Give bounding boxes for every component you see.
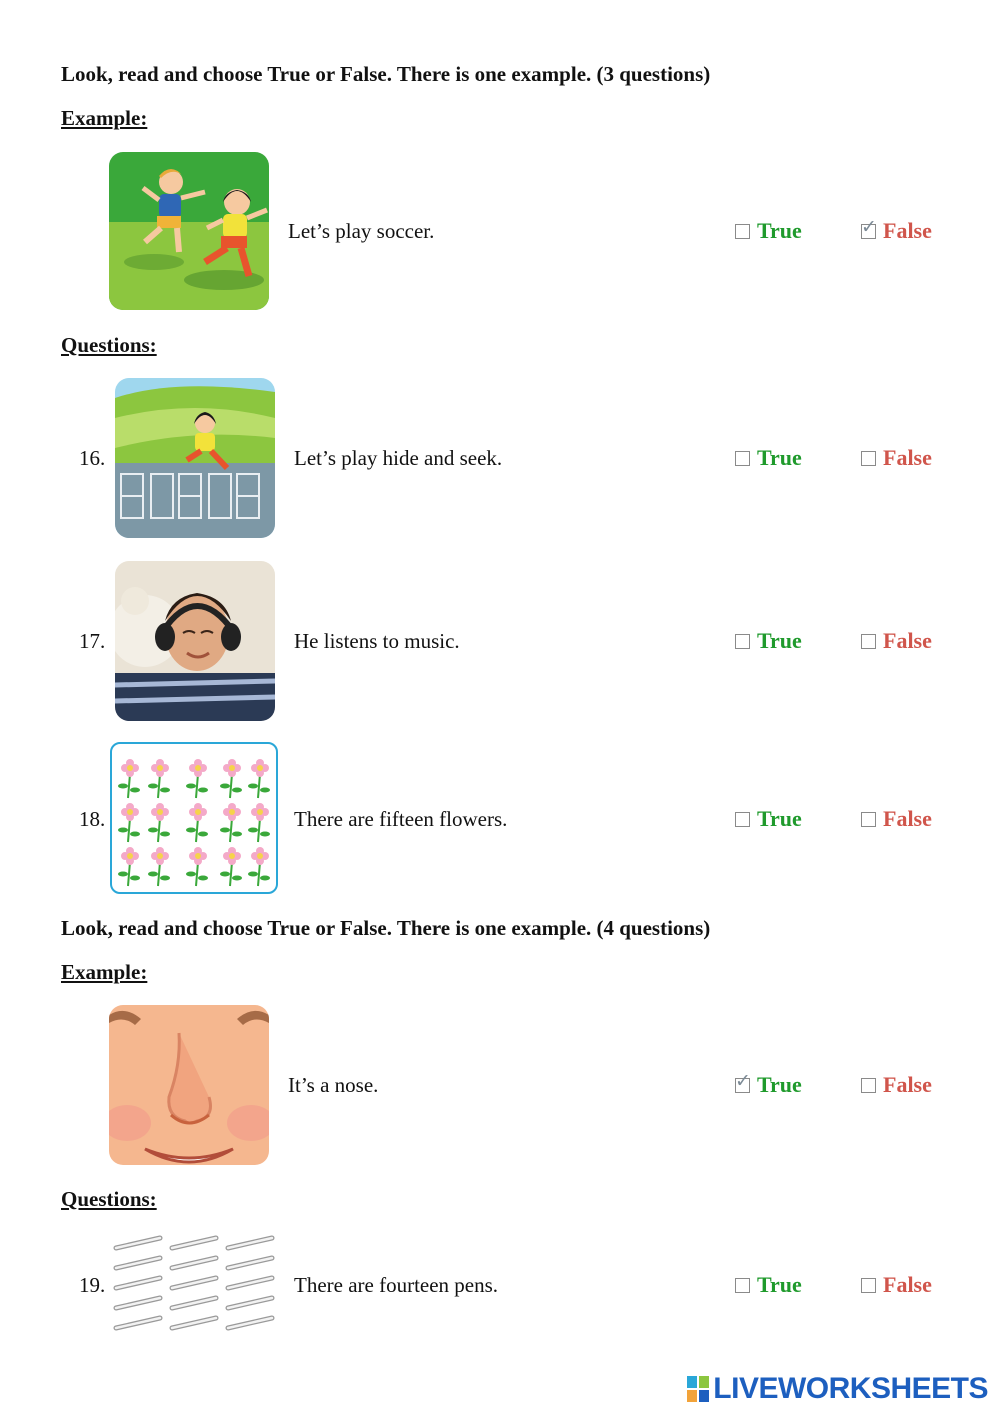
- nose-image: [109, 1005, 269, 1165]
- logo-icon: [687, 1376, 709, 1402]
- flower-icon: [248, 803, 270, 842]
- pen-icon: [172, 1258, 216, 1268]
- q18-true-option[interactable]: [735, 806, 802, 832]
- true-checkbox[interactable]: [735, 1278, 750, 1293]
- section1-example-label: Example:: [61, 106, 148, 130]
- pens-image: [112, 1230, 278, 1338]
- true-label: True: [757, 218, 802, 243]
- question-number: 16.: [79, 446, 106, 470]
- example-false-option[interactable]: [861, 215, 932, 244]
- liveworksheets-logo: [687, 1372, 988, 1406]
- false-checkbox[interactable]: [861, 1278, 876, 1293]
- pen-icon: [172, 1278, 216, 1288]
- false-checkbox-checked[interactable]: [861, 215, 877, 239]
- pen-icon: [116, 1298, 160, 1308]
- pen-icon: [172, 1298, 216, 1308]
- true-checkbox[interactable]: [735, 812, 750, 827]
- false-checkbox[interactable]: [861, 812, 876, 827]
- true-checkbox[interactable]: [735, 451, 750, 466]
- section1-questions-label: Questions:: [61, 333, 157, 357]
- kids-running-image: [109, 152, 269, 310]
- false-checkbox[interactable]: [861, 1078, 876, 1093]
- flower-icon: [220, 803, 242, 842]
- section2-example-label: Example:: [61, 960, 148, 984]
- question-sentence: He listens to music.: [294, 629, 460, 653]
- pen-icon: [172, 1318, 216, 1328]
- flower-icon: [248, 847, 270, 886]
- hopscotch-image: [115, 378, 275, 538]
- false-label: False: [883, 218, 932, 243]
- q16-false-option[interactable]: [861, 445, 932, 471]
- question-number: 18.: [79, 807, 106, 831]
- true-label: True: [757, 628, 802, 653]
- flowers-image: [110, 742, 278, 894]
- example-true-option[interactable]: [735, 218, 802, 244]
- section1-instruction: Look, read and choose True or False. There is one example. (3 questions): [61, 62, 711, 86]
- pen-icon: [116, 1318, 160, 1328]
- q17-false-option[interactable]: [861, 628, 932, 654]
- q18-false-option[interactable]: [861, 806, 932, 832]
- pen-icon: [116, 1238, 160, 1248]
- false-checkbox[interactable]: [861, 451, 876, 466]
- flower-icon: [248, 759, 270, 798]
- q19-true-option[interactable]: [735, 1272, 802, 1298]
- true-label: True: [757, 806, 802, 831]
- flower-icon: [118, 847, 140, 886]
- pen-icon: [116, 1258, 160, 1268]
- true-label: True: [757, 445, 802, 470]
- check-icon: ✓: [861, 215, 877, 238]
- pen-icon: [228, 1258, 272, 1268]
- question-sentence: There are fifteen flowers.: [294, 807, 508, 831]
- check-icon: ✓: [735, 1069, 751, 1092]
- false-label: False: [883, 628, 932, 653]
- pen-icon: [228, 1278, 272, 1288]
- q16-true-option[interactable]: [735, 445, 802, 471]
- false-label: False: [883, 1072, 932, 1097]
- q17-true-option[interactable]: [735, 628, 802, 654]
- flower-icon: [186, 803, 208, 842]
- pen-icon: [228, 1238, 272, 1248]
- question-sentence: There are fourteen pens.: [294, 1273, 499, 1297]
- boy-headphones-image: [115, 561, 275, 721]
- flower-icon: [186, 759, 208, 798]
- section2-instruction: Look, read and choose True or False. There is one example. (4 questions): [61, 916, 711, 940]
- false-label: False: [883, 445, 932, 470]
- example-false-option[interactable]: [861, 1072, 932, 1098]
- flower-icon: [186, 847, 208, 886]
- flower-icon: [148, 759, 170, 798]
- pen-icon: [228, 1318, 272, 1328]
- false-label: False: [883, 806, 932, 831]
- flower-icon: [220, 847, 242, 886]
- example-sentence: It’s a nose.: [288, 1073, 379, 1097]
- flower-icon: [118, 759, 140, 798]
- pen-icon: [228, 1298, 272, 1308]
- example-sentence: Let’s play soccer.: [288, 219, 435, 243]
- true-checkbox-checked[interactable]: [735, 1069, 751, 1093]
- flower-icon: [148, 803, 170, 842]
- true-label: True: [757, 1072, 802, 1097]
- question-sentence: Let’s play hide and seek.: [294, 446, 503, 470]
- pen-icon: [116, 1278, 160, 1288]
- q19-false-option[interactable]: [861, 1272, 932, 1298]
- false-label: False: [883, 1272, 932, 1297]
- flower-icon: [220, 759, 242, 798]
- true-label: True: [757, 1272, 802, 1297]
- false-checkbox[interactable]: [861, 634, 876, 649]
- flower-icon: [118, 803, 140, 842]
- true-checkbox[interactable]: [735, 224, 750, 239]
- question-number: 19.: [79, 1273, 106, 1297]
- example-true-option[interactable]: [735, 1069, 802, 1098]
- flower-icon: [148, 847, 170, 886]
- section2-questions-label: Questions:: [61, 1187, 157, 1211]
- logo-text: LIVEWORKSHEETS: [713, 1372, 988, 1405]
- pen-icon: [172, 1238, 216, 1248]
- true-checkbox[interactable]: [735, 634, 750, 649]
- question-number: 17.: [79, 629, 106, 653]
